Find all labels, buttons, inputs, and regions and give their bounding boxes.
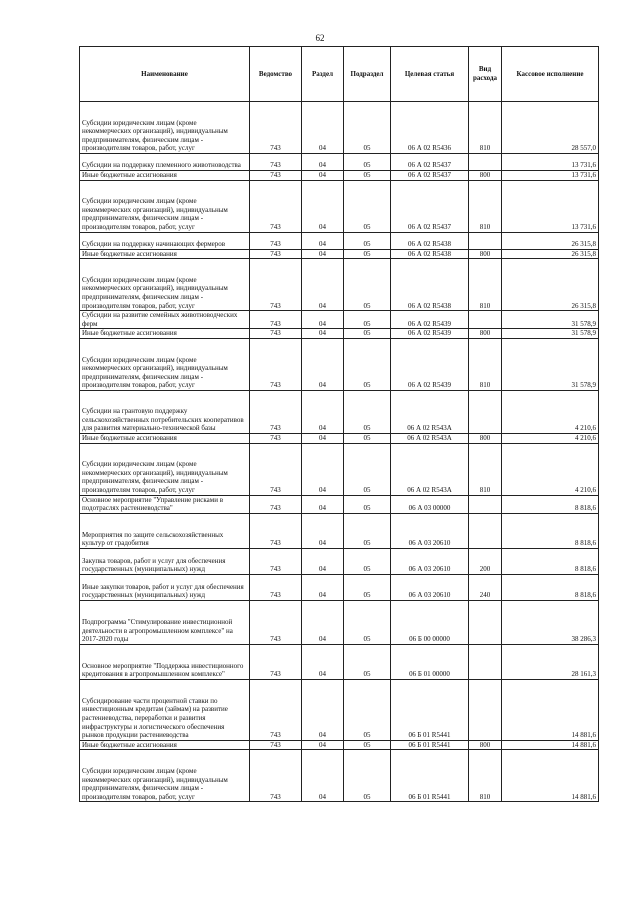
row-target-article: 06 А 03 20610 xyxy=(391,548,469,574)
row-target-article: 06 А 02 R5438 xyxy=(391,259,469,311)
row-expense-type: 810 xyxy=(469,338,502,390)
row-name: Субсидии юридическим лицам (кроме некоммерческих организаций), индивидуальным предпринимателям, физическим лицам - производителям товаров, работ, услуг xyxy=(80,102,250,154)
row-subsection: 05 xyxy=(344,338,391,390)
row-amount: 31 578,9 xyxy=(502,329,599,339)
row-department: 743 xyxy=(250,433,302,443)
row-amount: 8 818,6 xyxy=(502,513,599,548)
row-amount: 31 578,9 xyxy=(502,338,599,390)
row-name: Субсидии юридическим лицам (кроме некоммерческих организаций), индивидуальным предпринимателям, физическим лицам - производителям товаров, работ, услуг xyxy=(80,338,250,390)
row-department: 743 xyxy=(250,443,302,495)
row-amount: 26 315,8 xyxy=(502,232,599,249)
row-department: 743 xyxy=(250,574,302,600)
row-expense-type: 200 xyxy=(469,548,502,574)
row-subsection: 05 xyxy=(344,329,391,339)
row-target-article: 06 А 02 R5437 xyxy=(391,171,469,181)
row-department: 743 xyxy=(250,750,302,802)
row-expense-type: 810 xyxy=(469,750,502,802)
row-amount: 8 818,6 xyxy=(502,574,599,600)
row-department: 743 xyxy=(250,249,302,259)
budget-execution-table xyxy=(79,46,599,802)
table-row xyxy=(80,154,599,171)
row-target-article: 06 Б 01 00000 xyxy=(391,644,469,679)
row-amount: 28 557,0 xyxy=(502,102,599,154)
table-row xyxy=(80,433,599,443)
row-target-article: 06 А 02 R5439 xyxy=(391,311,469,329)
row-expense-type: 800 xyxy=(469,249,502,259)
table-row xyxy=(80,329,599,339)
row-amount: 13 731,6 xyxy=(502,180,599,232)
row-name: Субсидии юридическим лицам (кроме некоммерческих организаций), индивидуальным предпринимателям, физическим лицам - производителям товаров, работ, услуг xyxy=(80,750,250,802)
row-section: 04 xyxy=(302,171,344,181)
row-name: Субсидии юридическим лицам (кроме некоммерческих организаций), индивидуальным предпринимателям, физическим лицам - производителям товаров, работ, услуг xyxy=(80,259,250,311)
row-subsection: 05 xyxy=(344,740,391,750)
row-department: 743 xyxy=(250,180,302,232)
row-section: 04 xyxy=(302,259,344,311)
row-amount: 31 578,9 xyxy=(502,311,599,329)
row-subsection: 05 xyxy=(344,249,391,259)
header-target-article: Целевая статья xyxy=(391,47,469,102)
row-expense-type xyxy=(469,232,502,249)
row-expense-type: 800 xyxy=(469,740,502,750)
row-expense-type xyxy=(469,513,502,548)
table-row xyxy=(80,259,599,311)
row-section: 04 xyxy=(302,740,344,750)
header-department: Ведомство xyxy=(250,47,302,102)
row-expense-type: 800 xyxy=(469,171,502,181)
table-body xyxy=(80,102,599,802)
row-amount: 14 881,6 xyxy=(502,750,599,802)
row-section: 04 xyxy=(302,443,344,495)
row-target-article: 06 Б 01 R5441 xyxy=(391,679,469,740)
row-department: 743 xyxy=(250,600,302,644)
header-subsection: Подраздел xyxy=(344,47,391,102)
row-section: 04 xyxy=(302,390,344,433)
table-row xyxy=(80,644,599,679)
table-row xyxy=(80,679,599,740)
row-amount: 38 286,3 xyxy=(502,600,599,644)
row-amount: 26 315,8 xyxy=(502,259,599,311)
row-subsection: 05 xyxy=(344,679,391,740)
row-department: 743 xyxy=(250,740,302,750)
row-name: Субсидирование части процентной ставки по инвестиционным кредитам (займам) на развитие растениеводства, переработки и развития инфраструктуры и логистического обеспечения рынков продукции растениеводства xyxy=(80,679,250,740)
row-department: 743 xyxy=(250,390,302,433)
row-subsection: 05 xyxy=(344,513,391,548)
table-row xyxy=(80,338,599,390)
row-subsection: 05 xyxy=(344,433,391,443)
row-target-article: 06 А 03 20610 xyxy=(391,574,469,600)
row-amount: 8 818,6 xyxy=(502,495,599,513)
table-row xyxy=(80,513,599,548)
row-name: Мероприятия по защите сельскохозяйственных культур от градобития xyxy=(80,513,250,548)
row-subsection: 05 xyxy=(344,644,391,679)
row-amount: 28 161,3 xyxy=(502,644,599,679)
row-expense-type: 800 xyxy=(469,433,502,443)
row-expense-type xyxy=(469,311,502,329)
row-target-article: 06 А 02 R5436 xyxy=(391,102,469,154)
row-target-article: 06 А 02 R543А xyxy=(391,390,469,433)
row-expense-type xyxy=(469,600,502,644)
row-expense-type: 810 xyxy=(469,259,502,311)
row-name: Субсидии на грантовую поддержку сельскохозяйственных потребительских кооперативов для развития материально-технической базы xyxy=(80,390,250,433)
table-row xyxy=(80,548,599,574)
row-subsection: 05 xyxy=(344,548,391,574)
table-row xyxy=(80,750,599,802)
row-expense-type xyxy=(469,644,502,679)
table-row xyxy=(80,249,599,259)
row-target-article: 06 А 03 00000 xyxy=(391,495,469,513)
header-expense-type: Вид расхода xyxy=(469,47,502,102)
row-expense-type: 800 xyxy=(469,329,502,339)
row-name: Иные бюджетные ассигнования xyxy=(80,329,250,339)
row-name: Закупка товаров, работ и услуг для обеспечения государственных (муниципальных) нужд xyxy=(80,548,250,574)
row-name: Субсидии на поддержку племенного животноводства xyxy=(80,154,250,171)
row-subsection: 05 xyxy=(344,171,391,181)
row-section: 04 xyxy=(302,249,344,259)
table-row xyxy=(80,180,599,232)
row-section: 04 xyxy=(302,548,344,574)
row-amount: 4 210,6 xyxy=(502,390,599,433)
row-department: 743 xyxy=(250,513,302,548)
row-department: 743 xyxy=(250,259,302,311)
row-name: Иные бюджетные ассигнования xyxy=(80,433,250,443)
row-target-article: 06 А 02 R5439 xyxy=(391,329,469,339)
row-target-article: 06 Б 00 00000 xyxy=(391,600,469,644)
row-amount: 13 731,6 xyxy=(502,171,599,181)
row-department: 743 xyxy=(250,548,302,574)
row-name: Иные бюджетные ассигнования xyxy=(80,171,250,181)
row-target-article: 06 Б 01 R5441 xyxy=(391,750,469,802)
row-subsection: 05 xyxy=(344,495,391,513)
row-section: 04 xyxy=(302,574,344,600)
row-section: 04 xyxy=(302,311,344,329)
row-expense-type xyxy=(469,679,502,740)
row-subsection: 05 xyxy=(344,180,391,232)
row-name: Иные бюджетные ассигнования xyxy=(80,740,250,750)
table-row xyxy=(80,740,599,750)
row-name: Основное мероприятие "Управление рисками в подотраслях растениеводства" xyxy=(80,495,250,513)
row-expense-type xyxy=(469,154,502,171)
table-header-row xyxy=(80,47,599,102)
row-department: 743 xyxy=(250,338,302,390)
row-section: 04 xyxy=(302,329,344,339)
row-name: Иные закупки товаров, работ и услуг для обеспечения государственных (муниципальных) нужд xyxy=(80,574,250,600)
row-name: Иные бюджетные ассигнования xyxy=(80,249,250,259)
row-expense-type: 240 xyxy=(469,574,502,600)
row-target-article: 06 А 02 R5437 xyxy=(391,180,469,232)
table-row xyxy=(80,171,599,181)
row-section: 04 xyxy=(302,338,344,390)
row-department: 743 xyxy=(250,311,302,329)
row-target-article: 06 А 02 R5438 xyxy=(391,232,469,249)
row-section: 04 xyxy=(302,644,344,679)
row-subsection: 05 xyxy=(344,154,391,171)
row-name: Субсидии юридическим лицам (кроме некоммерческих организаций), индивидуальным предпринимателям, физическим лицам - производителям товаров, работ, услуг xyxy=(80,443,250,495)
table-row xyxy=(80,600,599,644)
row-section: 04 xyxy=(302,154,344,171)
row-target-article: 06 А 03 20610 xyxy=(391,513,469,548)
row-subsection: 05 xyxy=(344,232,391,249)
row-department: 743 xyxy=(250,495,302,513)
row-target-article: 06 А 02 R5439 xyxy=(391,338,469,390)
row-department: 743 xyxy=(250,154,302,171)
row-section: 04 xyxy=(302,513,344,548)
row-amount: 14 881,6 xyxy=(502,679,599,740)
row-section: 04 xyxy=(302,495,344,513)
table-row xyxy=(80,443,599,495)
row-name: Подпрограмма "Стимулирование инвестиционной деятельности в агропромышленном комплексе" на 2017-2020 годы xyxy=(80,600,250,644)
row-section: 04 xyxy=(302,102,344,154)
row-name: Субсидии юридическим лицам (кроме некоммерческих организаций), индивидуальным предпринимателям, физическим лицам - производителям товаров, работ, услуг xyxy=(80,180,250,232)
row-subsection: 05 xyxy=(344,443,391,495)
row-subsection: 05 xyxy=(344,259,391,311)
row-subsection: 05 xyxy=(344,390,391,433)
row-target-article: 06 А 02 R543А xyxy=(391,443,469,495)
row-expense-type: 810 xyxy=(469,102,502,154)
row-department: 743 xyxy=(250,171,302,181)
page-number: 62 xyxy=(315,33,325,43)
table-row xyxy=(80,311,599,329)
row-name: Субсидии на развитие семейных животноводческих ферм xyxy=(80,311,250,329)
row-subsection: 05 xyxy=(344,574,391,600)
table-row xyxy=(80,232,599,249)
row-name: Основное мероприятие "Поддержка инвестиционного кредитования в агропромышленном комплексе" xyxy=(80,644,250,679)
row-section: 04 xyxy=(302,679,344,740)
table-row xyxy=(80,574,599,600)
row-target-article: 06 А 02 R5438 xyxy=(391,249,469,259)
row-expense-type xyxy=(469,495,502,513)
row-section: 04 xyxy=(302,232,344,249)
row-section: 04 xyxy=(302,750,344,802)
row-expense-type: 810 xyxy=(469,443,502,495)
header-cash-execution: Кассовое исполнение xyxy=(502,47,599,102)
row-section: 04 xyxy=(302,433,344,443)
row-section: 04 xyxy=(302,180,344,232)
row-amount: 4 210,6 xyxy=(502,443,599,495)
row-section: 04 xyxy=(302,600,344,644)
row-name: Субсидии на поддержку начинающих фермеров xyxy=(80,232,250,249)
row-subsection: 05 xyxy=(344,600,391,644)
row-target-article: 06 А 02 R5437 xyxy=(391,154,469,171)
row-amount: 4 210,6 xyxy=(502,433,599,443)
row-amount: 26 315,8 xyxy=(502,249,599,259)
row-department: 743 xyxy=(250,644,302,679)
header-name: Наименование xyxy=(80,47,250,102)
row-target-article: 06 А 02 R543А xyxy=(391,433,469,443)
table-row xyxy=(80,390,599,433)
row-target-article: 06 Б 01 R5441 xyxy=(391,740,469,750)
row-amount: 8 818,6 xyxy=(502,548,599,574)
row-department: 743 xyxy=(250,329,302,339)
row-amount: 14 881,6 xyxy=(502,740,599,750)
row-department: 743 xyxy=(250,102,302,154)
row-department: 743 xyxy=(250,232,302,249)
row-subsection: 05 xyxy=(344,311,391,329)
row-amount: 13 731,6 xyxy=(502,154,599,171)
row-subsection: 05 xyxy=(344,102,391,154)
row-expense-type xyxy=(469,390,502,433)
row-subsection: 05 xyxy=(344,750,391,802)
row-expense-type: 810 xyxy=(469,180,502,232)
header-section: Раздел xyxy=(302,47,344,102)
table-row xyxy=(80,102,599,154)
table-row xyxy=(80,495,599,513)
row-department: 743 xyxy=(250,679,302,740)
